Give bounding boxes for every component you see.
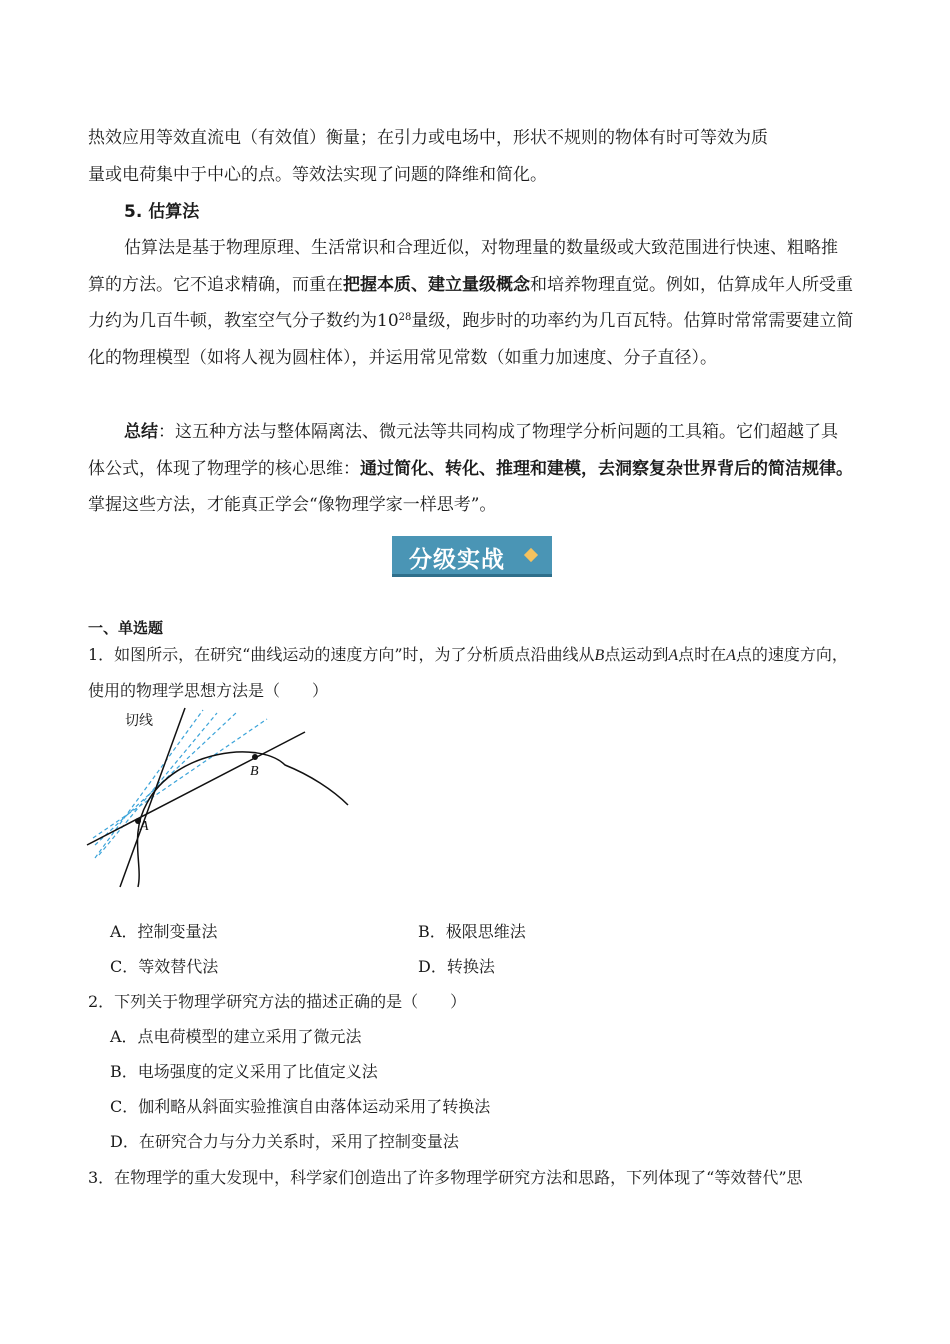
paragraph-line: 量或电荷集中于中心的点。等效法实现了问题的降维和简化。 — [88, 164, 547, 185]
paragraph-line: 热效应用等效直流电（有效值）衡量；在引力或电场中，形状不规则的物体有时可等效为质 — [88, 128, 768, 148]
text-run: ：这五种方法与整体隔离法、微元法等共同构成了物理学分析问题的工具箱。它们超越了具体公式，体现了物理学的核心思维： — [88, 422, 838, 479]
paragraph-estimation — [88, 230, 854, 376]
paragraph-equivalence-end — [88, 120, 854, 193]
tangent-diagram — [85, 705, 355, 890]
secant-line — [95, 710, 203, 858]
power-base: 10 — [377, 311, 399, 331]
tangent-label: 切线 — [125, 713, 153, 729]
summary-label: 总结 — [124, 422, 158, 442]
question-3-stem: 3．在物理学的重大发现中，科学家们创造出了许多物理学研究方法和思路，下列体现了“等效替代”思 — [88, 1168, 803, 1187]
point-b-dot — [252, 754, 258, 760]
chord-line — [87, 732, 305, 845]
question-1-stem — [88, 637, 854, 708]
section-banner — [392, 536, 552, 577]
text-run: 1．如图所示，在研究“曲线运动的速度方向”时，为了分析质点沿曲线从 — [88, 645, 595, 664]
banner-title: 分级实战 — [409, 547, 505, 573]
q2-option-b[interactable]: B．电场强度的定义采用了比值定义法 — [110, 1062, 378, 1081]
q1-option-a[interactable]: A．控制变量法 — [110, 922, 218, 941]
trajectory-curve — [137, 752, 348, 887]
variable-a: A — [726, 647, 736, 664]
heading-estimation: 5. 估算法 — [124, 202, 200, 222]
bold-run: 把握本质、建立量级概念 — [343, 274, 530, 295]
secant-line — [93, 719, 267, 838]
point-a-label: A — [140, 819, 149, 834]
bold-run: 通过简化、转化、推理和建模，去洞察复杂世界背后的简洁规律。 — [360, 458, 853, 479]
q1-option-c[interactable]: C．等效替代法 — [110, 957, 219, 976]
variable-a: A — [668, 647, 679, 664]
power-exponent: 28 — [398, 312, 412, 323]
text-run: 点的速度方向，使用的物理学思想方法是（ ） — [88, 645, 848, 700]
tangent-line — [120, 708, 185, 887]
text-run: 估算法是基于物理原理、生活常识和合理近似，对物理量的数量级或大致范围进行快速、粗略推算的方法。它不追求精确，而重在 — [88, 238, 838, 295]
q1-option-d[interactable]: D．转换法 — [418, 957, 495, 976]
q2-option-a[interactable]: A．点电荷模型的建立采用了微元法 — [110, 1027, 362, 1046]
section-title: 一、单选题 — [88, 619, 164, 637]
text-run: 掌握这些方法，才能真正学会“像物理学家一样思考”。 — [88, 495, 497, 515]
text-run: 点运动到 — [604, 645, 669, 664]
variable-b: B — [594, 647, 605, 664]
text-run: 点时在 — [678, 645, 727, 664]
question-2-stem: 2．下列关于物理学研究方法的描述正确的是（ ） — [88, 992, 467, 1011]
paragraph-summary — [88, 414, 854, 524]
point-b-label: B — [250, 764, 259, 779]
q1-option-b[interactable]: B．极限思维法 — [418, 922, 526, 941]
secant-lines — [93, 710, 267, 858]
q2-option-c[interactable]: C．伽利略从斜面实验推演自由落体运动采用了转换法 — [110, 1097, 491, 1116]
text-run: 量级，跑步时的功率约为几百瓦特。估算时常常需要建立简化的物理模型（如将人视为圆柱体），并运用常见常数（如重力加速度、分子直径）。 — [88, 311, 854, 368]
text-run: 和培养物理直觉。例如，估算成年人所受重力约为几百牛顿，教室空气分子数约为 — [88, 274, 853, 331]
diamond-icon — [524, 548, 538, 562]
q2-option-d[interactable]: D．在研究合力与分力关系时，采用了控制变量法 — [110, 1132, 459, 1151]
